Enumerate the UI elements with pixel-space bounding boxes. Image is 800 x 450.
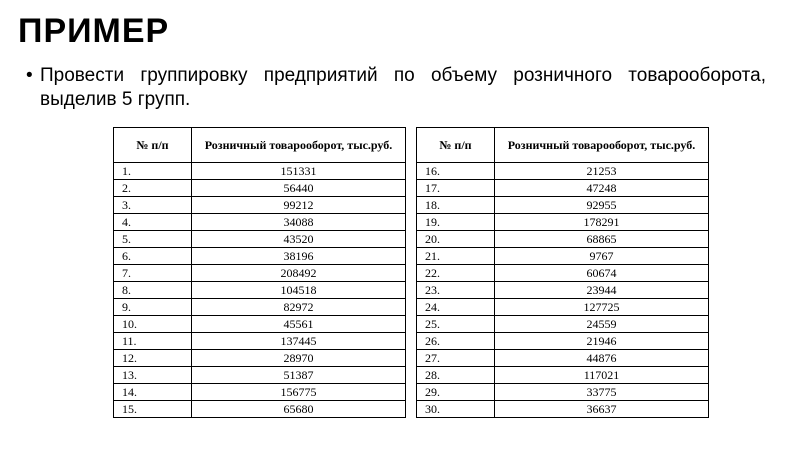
row-number-right: 26. (417, 333, 495, 350)
header-num-left: № п/п (114, 128, 192, 163)
row-number-right: 24. (417, 299, 495, 316)
row-number-right: 23. (417, 282, 495, 299)
gap-cell (406, 163, 417, 180)
gap-cell (406, 214, 417, 231)
gap-cell (406, 350, 417, 367)
row-number-right: 30. (417, 401, 495, 418)
gap-cell (406, 282, 417, 299)
gap-cell (406, 197, 417, 214)
turnover-table-container (113, 127, 708, 418)
row-number-right: 18. (417, 197, 495, 214)
gap-cell (406, 231, 417, 248)
gap-cell (406, 299, 417, 316)
row-number-left: 9. (114, 299, 192, 316)
turnover-value-right: 33775 (495, 384, 709, 401)
table-row (114, 401, 709, 418)
row-number-left: 11. (114, 333, 192, 350)
row-number-left: 13. (114, 367, 192, 384)
gap-cell (406, 316, 417, 333)
row-number-right: 16. (417, 163, 495, 180)
table-row (114, 333, 709, 350)
turnover-value-left: 65680 (192, 401, 406, 418)
table-row (114, 214, 709, 231)
turnover-value-right: 60674 (495, 265, 709, 282)
table-row (114, 265, 709, 282)
gap-cell (406, 367, 417, 384)
turnover-value-left: 43520 (192, 231, 406, 248)
table-row (114, 163, 709, 180)
table-row (114, 316, 709, 333)
turnover-table (113, 127, 709, 418)
table-row (114, 231, 709, 248)
turnover-value-right: 24559 (495, 316, 709, 333)
header-gap (406, 128, 417, 163)
table-row (114, 367, 709, 384)
turnover-value-right: 68865 (495, 231, 709, 248)
row-number-left: 10. (114, 316, 192, 333)
gap-cell (406, 401, 417, 418)
turnover-value-left: 82972 (192, 299, 406, 316)
row-number-left: 4. (114, 214, 192, 231)
turnover-value-left: 45561 (192, 316, 406, 333)
header-value-left: Розничный товарооборот, тыс.руб. (192, 128, 406, 163)
table-row (114, 350, 709, 367)
turnover-value-left: 156775 (192, 384, 406, 401)
row-number-right: 29. (417, 384, 495, 401)
table-row (114, 248, 709, 265)
turnover-value-right: 117021 (495, 367, 709, 384)
table-row (114, 197, 709, 214)
row-number-left: 2. (114, 180, 192, 197)
table-header-row (114, 128, 709, 163)
task-text: Провести группировку предприятий по объему розничного товарооборота, выделив 5 групп. (40, 65, 766, 110)
table-row (114, 282, 709, 299)
gap-cell (406, 180, 417, 197)
table-body (114, 163, 709, 418)
turnover-value-right: 44876 (495, 350, 709, 367)
turnover-value-right: 9767 (495, 248, 709, 265)
turnover-value-left: 38196 (192, 248, 406, 265)
row-number-left: 12. (114, 350, 192, 367)
row-number-right: 27. (417, 350, 495, 367)
slide-title: ПРИМЕР (18, 12, 170, 50)
row-number-left: 1. (114, 163, 192, 180)
row-number-left: 6. (114, 248, 192, 265)
table-row (114, 180, 709, 197)
turnover-value-left: 104518 (192, 282, 406, 299)
row-number-right: 17. (417, 180, 495, 197)
turnover-value-right: 21253 (495, 163, 709, 180)
task-bullet (26, 64, 766, 112)
header-num-right: № п/п (417, 128, 495, 163)
row-number-right: 28. (417, 367, 495, 384)
turnover-value-left: 34088 (192, 214, 406, 231)
turnover-value-right: 21946 (495, 333, 709, 350)
turnover-value-right: 92955 (495, 197, 709, 214)
turnover-value-left: 99212 (192, 197, 406, 214)
turnover-value-right: 178291 (495, 214, 709, 231)
row-number-right: 25. (417, 316, 495, 333)
turnover-value-right: 23944 (495, 282, 709, 299)
turnover-value-right: 127725 (495, 299, 709, 316)
row-number-left: 5. (114, 231, 192, 248)
row-number-left: 14. (114, 384, 192, 401)
header-value-right: Розничный товарооборот, тыс.руб. (495, 128, 709, 163)
row-number-right: 22. (417, 265, 495, 282)
row-number-left: 8. (114, 282, 192, 299)
turnover-value-left: 137445 (192, 333, 406, 350)
row-number-right: 21. (417, 248, 495, 265)
turnover-value-left: 56440 (192, 180, 406, 197)
row-number-left: 7. (114, 265, 192, 282)
turnover-value-left: 28970 (192, 350, 406, 367)
gap-cell (406, 384, 417, 401)
turnover-value-right: 47248 (495, 180, 709, 197)
turnover-value-left: 51387 (192, 367, 406, 384)
turnover-value-left: 151331 (192, 163, 406, 180)
row-number-left: 3. (114, 197, 192, 214)
turnover-value-right: 36637 (495, 401, 709, 418)
gap-cell (406, 265, 417, 282)
table-row (114, 384, 709, 401)
row-number-left: 15. (114, 401, 192, 418)
gap-cell (406, 248, 417, 265)
row-number-right: 20. (417, 231, 495, 248)
turnover-value-left: 208492 (192, 265, 406, 282)
table-row (114, 299, 709, 316)
gap-cell (406, 333, 417, 350)
bullet-icon: • (26, 65, 33, 86)
row-number-right: 19. (417, 214, 495, 231)
